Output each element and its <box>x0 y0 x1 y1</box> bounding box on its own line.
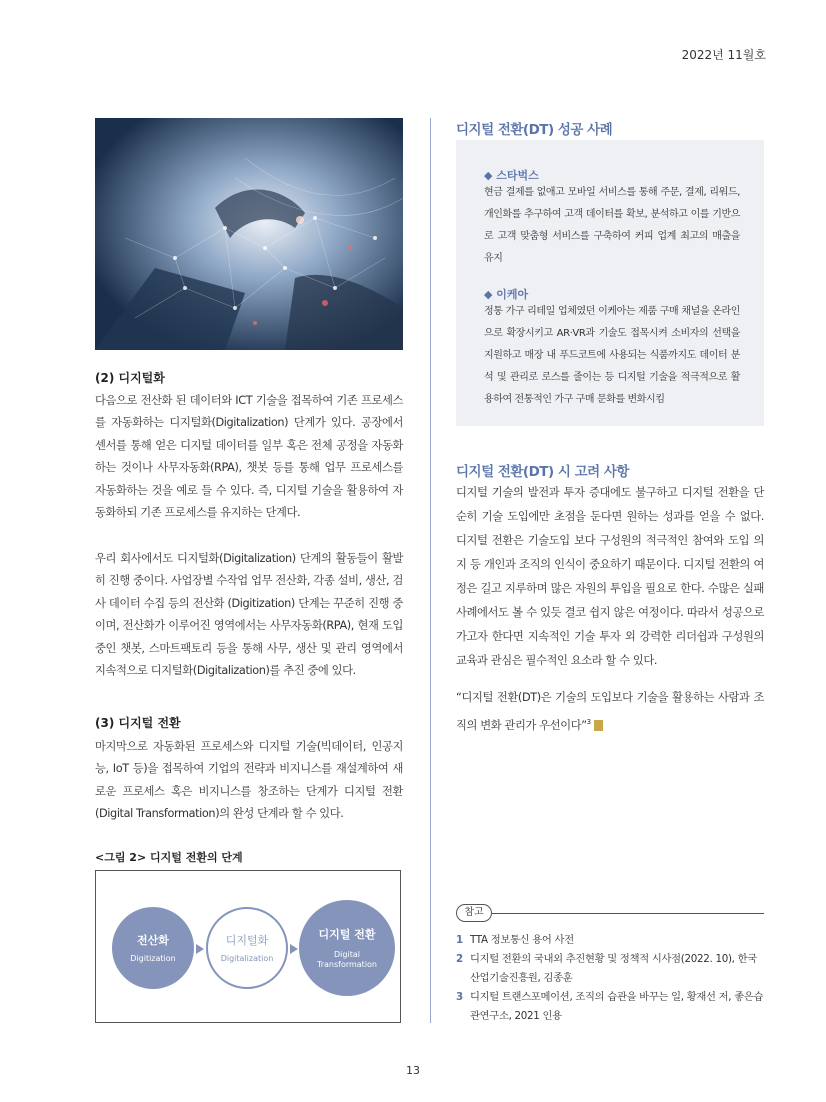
figure-caption: <그림 2> 디지털 전환의 단계 <box>95 851 243 864</box>
hero-image <box>95 118 403 350</box>
figure-dt-stages <box>95 870 401 1023</box>
considerations-title: 디지털 전환(DT) 시 고려 사항 <box>456 464 629 480</box>
section-2-title: (2) 디지털화 <box>95 371 165 385</box>
reference-item <box>456 931 764 950</box>
success-cases-title: 디지털 전환(DT) 성공 사례 <box>456 122 613 138</box>
stage-3-sublabel-2: Transformation <box>316 960 378 969</box>
reference-text: 디지털 전환의 국내외 추진현황 및 정책적 시사점(2022. 10), 한국산업기술진흥원, 김종훈 <box>470 953 757 984</box>
reference-number: 1 <box>456 934 463 946</box>
quote-end-icon <box>594 720 603 731</box>
success-cases-box <box>456 140 764 426</box>
arrow-icon <box>290 944 298 954</box>
quote <box>456 686 764 738</box>
references-list <box>456 931 764 1026</box>
section-2-paragraph-1: 다음으로 전산화 된 데이터와 ICT 기술을 접목하여 기존 프로세스를 자동화하는 디지털화(Digitalization) 단계가 있다. 공장에서 센서를 통해 얻은 디지털 데이터를 일부 혹은 전체 공정을 자동화하는 것이나 사무자동화(RPA), 챗봇 등를 통해 업무 프로세스를 자동화하는 것을 예로 들 수 있다. 즉, 디지털 기술을 활용하여 자동화하되 기존 프로세스를 유지하는 단계다. <box>95 394 403 520</box>
column-divider <box>430 118 431 1023</box>
reference-number: 2 <box>456 953 463 965</box>
reference-item <box>456 950 764 988</box>
references-label: 참고 <box>456 904 492 922</box>
stage-2-label: 디지털화 <box>225 934 269 947</box>
quote-text: “디지털 전환(DT)은 기술의 도입보다 기술을 활용하는 사람과 조직의 변화 관리가 우선이다” <box>456 691 764 732</box>
considerations-paragraph: 디지털 기술의 발전과 투자 증대에도 불구하고 디지털 전환을 단순히 기술 도입에만 초점을 둔다면 원하는 성과를 얻을 수 없다. 디지털 전환은 기술도입 보다 구성원의 적극적인 참여와 도입 의지 등 개인과 조직의 인식이 중요하기 때문이다. 디지털 전환의 여정은 길고 지루하며 많은 자원의 투입을 필요로 한다. 수많은 실패 사례에서도 볼 수 있듯 결코 쉽지 않은 여정이다. 따라서 성공으로 가고자 한다면 지속적인 기술 투자 외 강력한 리더쉽과 구성원의 교육과 관심은 필수적인 요소라 할 수 있다. <box>456 486 764 667</box>
stage-3-label: 디지털 전환 <box>318 928 376 941</box>
case-starbucks-text: 현금 결제를 없애고 모바일 서비스를 통해 주문, 결제, 리워드, 개인화를 추구하여 고객 데이터를 확보, 분석하고 이를 기반으로 고객 맞춤형 서비스를 구축하여 커피 업계 최고의 매출을 유지 <box>484 187 740 264</box>
stage-3-sublabel-1: Digital <box>334 950 360 959</box>
stage-1-label: 전산화 <box>137 934 169 947</box>
stage-digital-transformation <box>299 900 395 996</box>
stage-2-sublabel: Digitalization <box>220 954 274 963</box>
issue-date: 2022년 11월호 <box>681 48 766 62</box>
quote-footnote: 3 <box>586 718 591 726</box>
reference-item <box>456 988 764 1026</box>
case-ikea-text: 정통 가구 리테일 업체였던 이케아는 제품 구매 채널을 온라인으로 확장시키고 AR·VR과 기술도 접목시켜 소비자의 선택을 지원하고 매장 내 푸드코트에 사용되는 식품까지도 데이터 분석 및 관리로 로스를 줄이는 등 디지털 기술을 적극적으로 활용하여 전통적인 가구 구매 문화를 변화시킴 <box>484 306 740 405</box>
arrow-icon <box>196 944 204 954</box>
stage-digitalization <box>206 907 288 989</box>
section-3-paragraph: 마지막으로 자동화된 프로세스와 디지털 기술(빅데이터, 인공지능, IoT 등)을 접목하여 기업의 전략과 비지니스를 재설계하여 새로운 프로세스 혹은 비지니스를 창조하는 단계가 디지털 전환(Digital Transformation)의 완성 단계라 할 수 있다. <box>95 740 403 821</box>
references-divider <box>492 913 764 914</box>
page-number: 13 <box>406 1064 420 1077</box>
section-2-paragraph-2: 우리 회사에서도 디지털화(Digitalization) 단계의 활동들이 활발히 진행 중이다. 사업장별 수작업 업무 전산화, 각종 설비, 생산, 검사 데이터 수집 등의 전산화 (Digitization) 단계는 꾸준히 진행 중이며, 전산화가 이루어진 영역에서는 사무자동화(RPA), 현재 도입 중인 챗봇, 스마트팩토리 등을 통해 사무, 생산 및 관리 영역에서 지속적으로 디지털화(Digitalization)를 추진 중에 있다. <box>95 552 403 678</box>
reference-text: 디지털 트랜스포메이션, 조직의 습관을 바꾸는 일, 황재선 저, 좋은습관연구소, 2021 인용 <box>470 991 764 1022</box>
reference-text: TTA 정보통신 용어 사전 <box>470 934 574 946</box>
section-3-title: (3) 디지털 전환 <box>95 716 181 730</box>
stage-1-sublabel: Digitization <box>130 954 176 963</box>
stage-digitization <box>112 907 194 989</box>
reference-number: 3 <box>456 991 463 1003</box>
case-ikea-title: ◆ 이케아 <box>484 288 529 301</box>
case-starbucks-title: ◆ 스타벅스 <box>484 169 539 182</box>
